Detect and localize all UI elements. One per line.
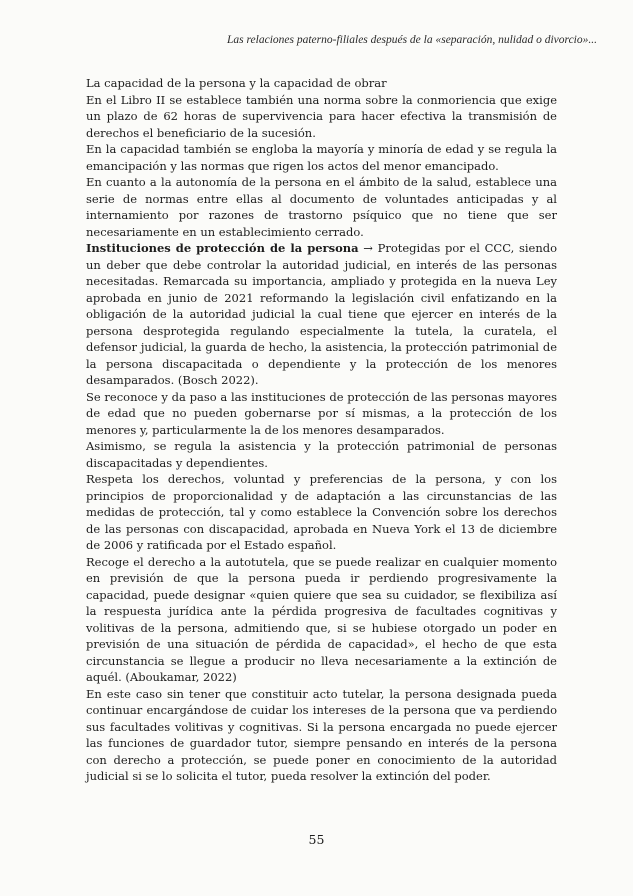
paragraph-respeta-derechos: Respeta los derechos, voluntad y preferencias de la persona, y con los principios de proporcionalidad y de adaptación a las circunstancias de las medidas de protección, tal y como establece la Convención sobre los derechos de las personas con discapacidad, aprobada en Nueva York el 13 de diciembre de 2006 y ratificada por el Estado español. [86,472,557,552]
page-number: 55 [308,832,325,847]
paragraph-capacidad: La capacidad de la persona y la capacidad de obrar [86,76,387,90]
arrow-icon: → [363,241,373,255]
paragraph-autonomia-salud: En cuanto a la autonomía de la persona en el ámbito de la salud, establece una serie de normas entre ellas al documento de voluntades anticipadas y al internamiento por razones de trastorno psíquico que no tiene que ser necesariamente en un establecimiento cerrado. [86,175,557,239]
section-heading: Instituciones de protección de la persona [86,241,359,255]
paragraph-acto-tutelar: En este caso sin tener que constituir acto tutelar, la persona designada pueda continuar encargándose de cuidar los intereses de la persona que va perdiendo sus facultades volitivas y cognitivas. Si la persona encargada no puede ejercer las funciones de guardador tutor, siempre pensando en interés de la persona con derecho a protección, se puede poner en conocimiento de la autoridad judicial si se lo solicita el tutor, pueda resolver la extinción del poder. [86,686,557,783]
paragraph-asistencia: Asimismo, se regula la asistencia y la protección patrimonial de personas discapacitadas y dependientes. [86,439,557,470]
paragraph-reconoce: Se reconoce y da paso a las instituciones de protección de las personas mayores de edad que no pueden gobernarse por sí mismas, a la protección de los menores y, particularmente la de los menores desamparados. [86,389,557,437]
body-text [86,75,557,785]
section-instituciones-proteccion [86,240,557,389]
section-intro: Protegidas por el CCC, siendo un deber que debe controlar la autoridad judicial, en interés de las personas necesitadas. Remarcada su importancia, ampliado y protegida en la nueva Ley aprobada en junio de 2021 reformando la legislación civil enfatizando en la obligación de la autoridad judicial la cual tiene que ejercer en interés de la persona desprotegida regulando especialmente la tutela, la curatela, el defensor judicial, la guarda de hecho, la asistencia, la protección patrimonial de la persona discapacitada o dependiente y la protección de los menores desamparados. (Bosch 2022). [86,241,558,387]
running-header: Las relaciones paterno-filiales después de la «separación, nulidad o divorcio»... [227,34,597,46]
paragraph-conmoriencia: En el Libro II se establece también una norma sobre la conmoriencia que exige un plazo de 62 horas de supervivencia para hacer efectiva la transmisión de derechos el beneficiario de la sucesión. [86,92,557,140]
paragraph-autotutela: Recoge el derecho a la autotutela, que se puede realizar en cualquier momento en previsión de que la persona pueda ir perdiendo progresivamente la capacidad, puede designar «quien quiere que sea su cuidador, se flexibiliza así la respuesta jurídica ante la pérdida progresiva de facultades cognitivas y volitivas de la persona, admitiendo que, si se hubiese otorgado un poder en previsión de una situación de pérdida de capacidad», el hecho de que esta circunstancia se llegue a producir no lleva necesariamente a la extinción de aquél. (Aboukamar, 2022) [86,554,557,684]
paragraph-mayoria-edad: En la capacidad también se engloba la mayoría y minoría de edad y se regula la emancipación y las normas que rigen los actos del menor emancipado. [86,142,557,173]
